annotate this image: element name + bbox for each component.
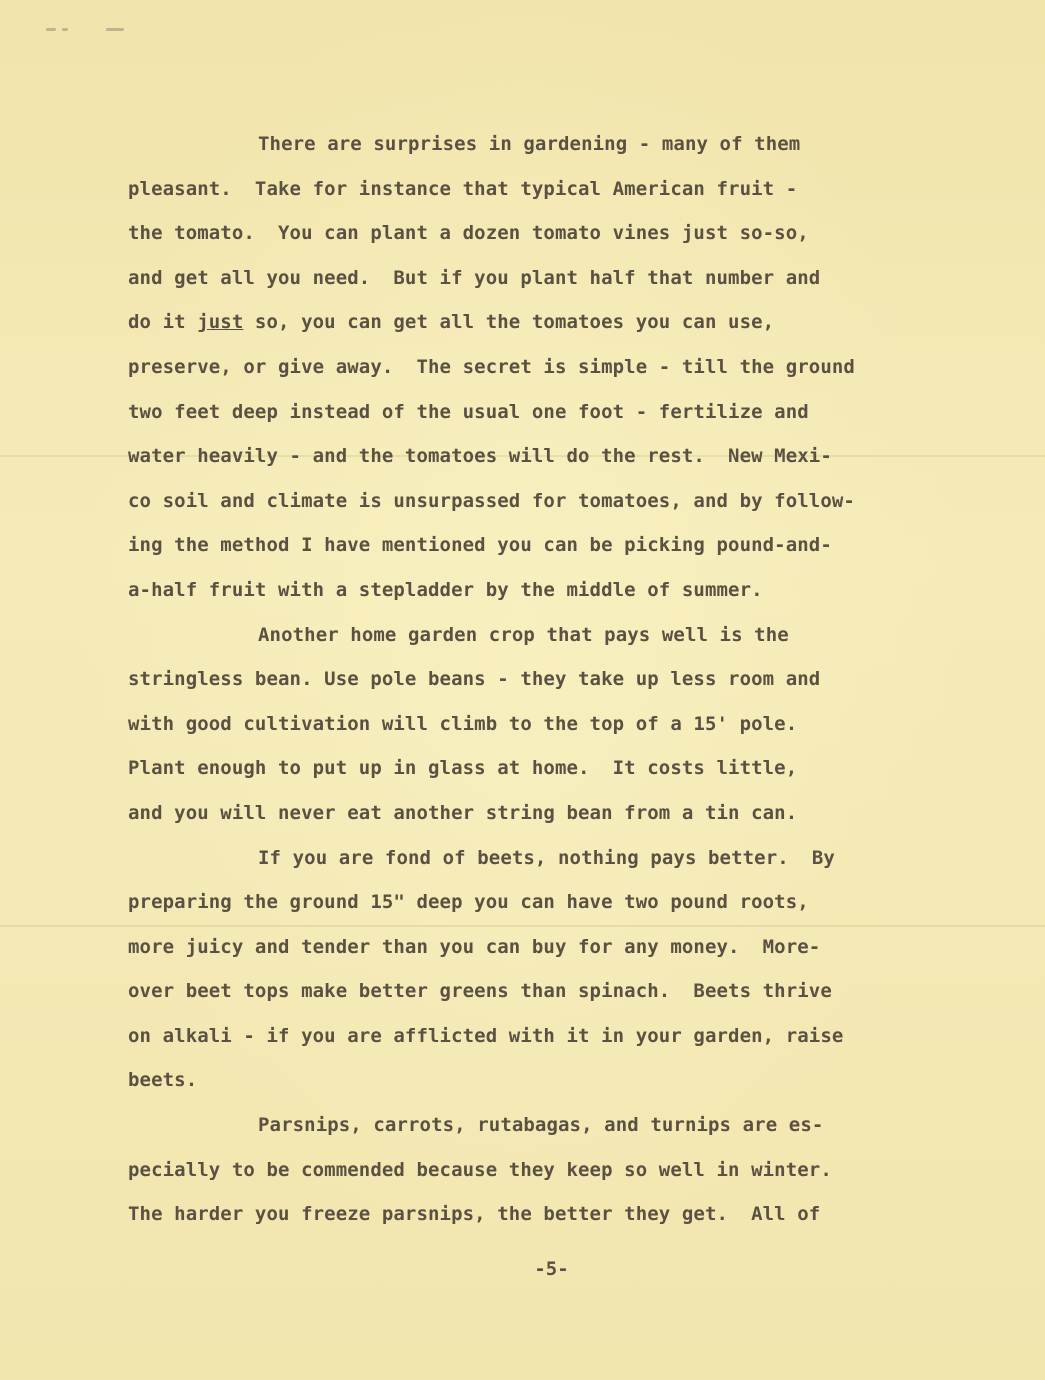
text-line: There are surprises in gardening - many of them: [258, 133, 801, 155]
text-fragment: so, you can get all the tomatoes you can use,: [243, 311, 775, 334]
text-line: a-half fruit with a stepladder by the middle of summer.: [128, 578, 763, 601]
text-line: The harder you freeze parsnips, the better they get. All of: [128, 1203, 821, 1226]
text-line: stringless bean. Use pole beans - they take up less room and: [128, 668, 821, 691]
text-line: pecially to be commended because they keep so well in winter.: [128, 1158, 832, 1181]
body-text: [128, 127, 968, 1242]
text-line: Parsnips, carrots, rutabagas, and turnips are es-: [258, 1114, 824, 1137]
text-line: and you will never eat another string bean from a tin can.: [128, 801, 798, 824]
text-line: co soil and climate is unsurpassed for tomatoes, and by follow-: [128, 489, 855, 512]
text-line: with good cultivation will climb to the top of a 15' pole.: [128, 712, 798, 735]
paper-speck: [62, 28, 68, 31]
page-number: -5-: [534, 1258, 569, 1280]
text-line: two feet deep instead of the usual one foot - fertilize and: [128, 400, 809, 423]
text-line: more juicy and tender than you can buy for any money. More-: [128, 935, 821, 958]
text-fragment: do it: [128, 311, 198, 334]
text-line: preparing the ground 15" deep you can have two pound roots,: [128, 891, 809, 914]
text-line: If you are fond of beets, nothing pays better. By: [258, 846, 835, 869]
text-line: ing the method I have mentioned you can be picking pound-and-: [128, 534, 832, 557]
text-line: on alkali - if you are afflicted with it in your garden, raise: [128, 1024, 844, 1047]
text-line: and get all you need. But if you plant half that number and: [128, 266, 821, 289]
text-line: the tomato. You can plant a dozen tomato vines just so-so,: [128, 222, 809, 245]
text-line: Plant enough to put up in glass at home. It costs little,: [128, 757, 798, 780]
text-line: pleasant. Take for instance that typical American fruit -: [128, 177, 798, 200]
underlined-word: just: [197, 311, 244, 334]
text-line-with-underline: [128, 305, 968, 350]
text-line: preserve, or give away. The secret is simple - till the ground: [128, 355, 855, 378]
paper-speck: [106, 28, 124, 31]
paper-speck: [46, 28, 56, 31]
text-line: water heavily - and the tomatoes will do the rest. New Mexi-: [128, 445, 832, 468]
text-line: Another home garden crop that pays well is the: [258, 623, 789, 646]
text-line: beets.: [128, 1069, 198, 1092]
text-line: over beet tops make better greens than spinach. Beets thrive: [128, 980, 832, 1003]
